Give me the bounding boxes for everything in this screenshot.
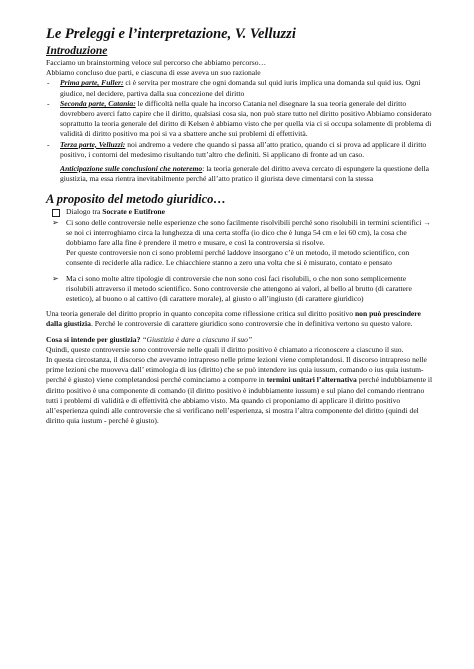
dialog-participants: Socrate e Eutifrone	[102, 207, 165, 217]
conclusion-emphasis: non può prescindere dalla giustizia	[46, 309, 421, 329]
anticipation-note	[60, 164, 434, 184]
dialog-prefix: Dialogo tra	[66, 207, 103, 217]
bullet-paragraph: Ma ci sono molte altre tipologie di controversie che non sono così faci risolubili, o che non sono semplicemente risolubili attraverso il metodo scientifico. Sono controversie che attengono ai valori, al bello al brutto (di carattere estetico), al buono o al cattivo (di carattere morale), al giusto o all’ingiusto (di carattere giuridico)	[66, 273, 412, 304]
dash-marker: -	[47, 98, 50, 108]
paragraph-text: In questa circostanza, il discorso che avevamo intrapreso nelle prime lezioni viene completandosi. Il discorso intrapreso nelle prime lezioni che muoveva dall’ etimologia di ius (diritto) che se può intendere ius quia iussum, comando o ius quia iustum- perché è giusto) viene completandosi perché cominciamo a comporre in	[46, 355, 427, 385]
justice-paragraph	[46, 355, 434, 426]
justice-question: Cosa si intende per giustizia?	[46, 334, 141, 344]
intro-line: Abbiamo concluso due parti, e ciascuna di esse aveva un suo razionale	[46, 68, 261, 78]
part-text: noi andremo a vedere che quando si passa all’atto pratico, quando ci si prova ad applicare il diritto positivo, i contorni del medesimo risultando tutt’altro che definiti. Si applicano di fronte ad un caso.	[60, 139, 427, 159]
part-text: ci è servita per mostrare che ogni domanda sul quid iuris implica una domanda sul quid ius. Ogni giudice, nel decidere, partiva dalla sua concezione del diritto	[60, 78, 421, 98]
list-item	[52, 274, 434, 305]
part-label: Prima parte, Fuller:	[60, 78, 124, 88]
part-label: Terza parte, Velluzzi:	[60, 139, 126, 149]
intro-heading: Introduzione	[46, 45, 108, 57]
intro-parts-list	[46, 78, 434, 160]
paragraph-emphasis: termini unitari l’alternativa	[266, 375, 357, 385]
part-text: le difficoltà nella quale ha incorso Catania nel disegnare la sua teoria generale del diritto dovrebbero averci fatto capire che il diritto, qualsiasi cosa sia, non può stare tutto nel diritto positivo Abbiamo considerato soprattutto la teoria generale del diritto di Kelsen è abbiamo visto che per quella via ci si occupa solamente di problema di validità di diritto positivo ma poi si va a sbattere anche sui problemi di effettività.	[60, 98, 432, 139]
list-item	[46, 99, 434, 140]
justice-definition: “Giustizia è dare a ciascuno il suo”	[140, 334, 253, 344]
bullet-paragraph: Ci sono delle controversie nelle esperienze che sono facilmente risolvibili perché sono risolubili in termini scientifici → se noi ci interroghiamo circa la lunghezza di una certa stoffa (io dico che è lunga 54 cm e lei 60 cm), la cosa che dobbiamo fare alla fine è prendere il metro e musare, e così la controversia si risolve.	[66, 217, 431, 248]
conclusion-rest: . Perché le controversie di carattere giuridico sono controversie che in definitiva vertono su questo valore.	[90, 319, 413, 329]
dash-marker: -	[47, 139, 50, 149]
justice-paragraph: Quindi, queste controversie sono controversie nelle quali il diritto positivo è chiamato a riconoscere a ciascuno il suo.	[46, 344, 404, 354]
justice-heading	[46, 335, 434, 345]
method-conclusion	[46, 309, 434, 329]
conclusion-text: Una teoria generale del diritto proprio in quanto concepita come riflessione critica sul diritto positivo	[46, 309, 355, 319]
bullet-paragraph: Per queste controversie non ci sono problemi perché laddove insorgano c’è un metodo, il metodo scientifico, con consente di reciderle alla radice. Le chiacchiere stanno a zero una volta che si è misurato, contato e pensato	[66, 248, 410, 268]
checkbox-icon	[52, 207, 66, 217]
part-label: Seconda parte, Catania:	[60, 98, 136, 108]
paragraph-text: perché indubbiamente il diritto positivo è una componente di comando (il diritto positivo è indubbiamente iussum) e sul piano del comando rientrano tutti i problemi di validità e di effettività che abbiamo visto. Ma quando ci proponiamo di applicare il diritto positivo all’esperienza quindi alle controversie che si verificano nell’esperienza, si mostra l’altra componente del diritto (quindi del diritto quia iustum - perché è giusto).	[46, 375, 433, 426]
arrow-bullet-icon: ➢	[52, 273, 59, 283]
anticipation-label: Anticipazione sulle conclusioni che noteremo	[60, 164, 203, 174]
arrow-bullet-icon: ➢	[52, 217, 59, 227]
anticipation-text: : la teoria generale del diritto aveva cercato di espungere la questione della giustizia, ma essa rientra inevitabilmente perché all’atto pratico il giurista deve cimentarsi con la stessa	[60, 164, 430, 184]
list-item	[46, 140, 434, 160]
method-heading: A proposito del metodo giuridico…	[46, 192, 226, 207]
dialog-item	[52, 207, 434, 217]
intro-line: Facciamo un brainstorming veloce sul percorso che abbiamo percorso…	[46, 58, 267, 67]
page-title: Le Preleggi e l’interpretazione, V. Velluzzi	[46, 26, 296, 42]
list-item	[46, 78, 434, 98]
list-item	[52, 218, 434, 269]
dash-marker: -	[47, 78, 50, 88]
